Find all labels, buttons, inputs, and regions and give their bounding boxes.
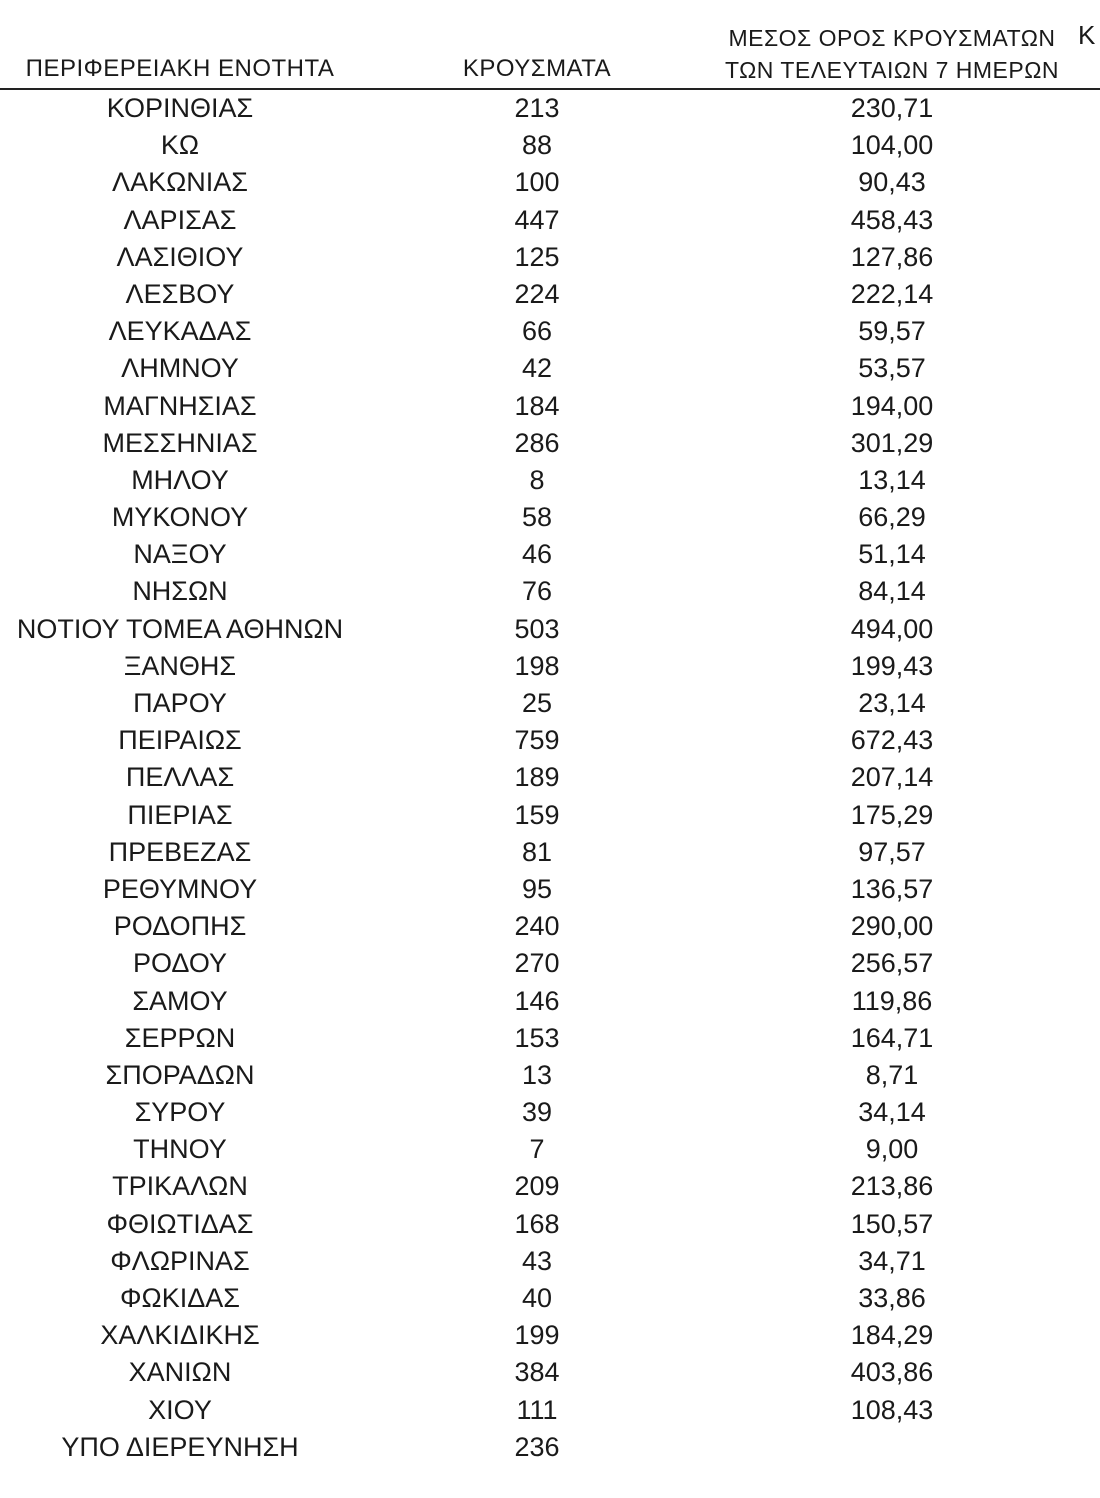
region-cell: ΛΑΡΙΣΑΣ: [123, 204, 237, 235]
table-row: [0, 1317, 1100, 1354]
region-cell: ΧΑΛΚΙΔΙΚΗΣ: [100, 1320, 260, 1351]
region-cell: ΦΘΙΩΤΙΔΑΣ: [106, 1208, 254, 1239]
avg-cell: 23,14: [858, 688, 926, 718]
table-row: [0, 239, 1100, 276]
region-cell: ΝΗΣΩΝ: [132, 576, 228, 607]
table-row: [0, 945, 1100, 982]
avg-cell: 207,14: [850, 762, 934, 793]
table-body: [0, 90, 1100, 1466]
region-cell: ΜΥΚΟΝΟΥ: [111, 502, 249, 533]
region-cell: ΠΕΙΡΑΙΩΣ: [118, 725, 242, 756]
region-cell: ΧΑΝΙΩΝ: [128, 1357, 232, 1388]
cases-cell: 209: [514, 1171, 560, 1202]
avg-cell: 59,57: [858, 316, 926, 347]
region-cell: ΦΩΚΙΔΑΣ: [120, 1283, 240, 1313]
cases-cell: 240: [514, 911, 560, 942]
table-row: [0, 648, 1100, 685]
table-row: [0, 871, 1100, 908]
cases-cell: 184: [514, 390, 560, 421]
table-row: [0, 1057, 1100, 1094]
cases-cell: 76: [521, 576, 553, 607]
avg-cell: 290,00: [850, 911, 934, 942]
region-cell: ΤΡΙΚΑΛΩΝ: [112, 1171, 248, 1202]
region-cell: ΠΑΡΟΥ: [133, 688, 227, 718]
table-row: [0, 797, 1100, 834]
cases-cell: 198: [514, 650, 560, 681]
cases-cell: 189: [514, 762, 560, 793]
avg-cell: 33,86: [858, 1283, 926, 1313]
table-row: [0, 983, 1100, 1020]
avg-cell: 34,71: [858, 1245, 926, 1276]
region-cell: ΣΥΡΟΥ: [134, 1097, 226, 1128]
avg-cell: 222,14: [850, 278, 934, 309]
region-cell: ΛΑΚΩΝΙΑΣ: [112, 167, 248, 198]
table-row: [0, 1131, 1100, 1168]
table-row: [0, 722, 1100, 759]
region-cell: ΣΠΟΡΑΔΩΝ: [105, 1059, 255, 1090]
avg-cell: 97,57: [858, 836, 926, 867]
table-row: [0, 1280, 1100, 1317]
avg-cell: 34,14: [858, 1097, 926, 1128]
cases-cell: 13: [521, 1059, 553, 1090]
avg-cell: 104,00: [850, 130, 934, 161]
table-row: [0, 1168, 1100, 1205]
cases-cell: 759: [514, 725, 560, 756]
table-row: [0, 1429, 1100, 1466]
region-cell: ΣΕΡΡΩΝ: [124, 1022, 236, 1053]
avg-cell: 8,71: [865, 1059, 919, 1090]
avg-cell: 150,57: [850, 1208, 934, 1239]
avg-cell: 175,29: [850, 799, 934, 830]
region-cell: ΛΕΥΚΑΔΑΣ: [108, 316, 252, 347]
avg-cell: 164,71: [850, 1022, 934, 1053]
avg-cell: 184,29: [850, 1320, 934, 1351]
region-cell: ΣΑΜΟΥ: [132, 985, 228, 1016]
region-cell: ΜΕΣΣΗΝΙΑΣ: [102, 427, 258, 458]
avg-cell: 672,43: [850, 725, 934, 756]
avg-cell: 66,29: [858, 502, 926, 533]
table-row: [0, 202, 1100, 239]
cases-cell: 81: [521, 836, 553, 867]
avg-cell: 108,43: [850, 1394, 934, 1425]
table-row: [0, 908, 1100, 945]
cases-cell: 111: [516, 1394, 558, 1425]
cases-cell: 39: [521, 1097, 553, 1128]
region-cell: ΛΕΣΒΟΥ: [125, 278, 235, 309]
table-row: [0, 164, 1100, 201]
region-cell: ΦΛΩΡΙΝΑΣ: [110, 1245, 250, 1276]
table-row: [0, 1206, 1100, 1243]
avg-cell: 199,43: [850, 650, 934, 681]
cases-cell: 7: [529, 1134, 545, 1165]
cases-cell: 43: [521, 1245, 553, 1276]
cases-cell: 146: [514, 985, 560, 1016]
cases-cell: 503: [514, 613, 560, 644]
table-row: [0, 685, 1100, 722]
avg-cell: 403,86: [850, 1357, 934, 1388]
region-cell: ΝΟΤΙΟΥ ΤΟΜΕΑ ΑΘΗΝΩΝ: [16, 613, 344, 644]
cases-cell: 213: [514, 93, 560, 123]
cases-cell: 100: [514, 167, 560, 198]
table-row: [0, 536, 1100, 573]
truncated-column-header: Κ: [1078, 20, 1096, 50]
region-cell: ΞΑΝΘΗΣ: [123, 650, 237, 681]
table-row: [0, 834, 1100, 871]
avg-cell: 9,00: [865, 1134, 919, 1165]
cases-cell: 58: [521, 502, 553, 533]
avg-cell: 136,57: [850, 873, 934, 904]
avg-header-line2: ΤΩΝ ΤΕΛΕΥΤΑΙΩΝ 7 ΗΜΕΡΩΝ: [724, 57, 1060, 83]
region-cell: ΥΠΟ ΔΙΕΡΕΥΝΗΣΗ: [61, 1431, 299, 1462]
cases-cell: 46: [521, 539, 553, 570]
table-row: [0, 1354, 1100, 1391]
avg-cell: 494,00: [850, 613, 934, 644]
cases-cell: 95: [521, 873, 553, 904]
table-row: [0, 313, 1100, 350]
table-header: [0, 0, 1100, 90]
cases-cell: 8: [529, 464, 545, 495]
cases-cell: 224: [514, 278, 560, 309]
region-cell: ΡΟΔΟΥ: [132, 948, 228, 979]
table-row: [0, 1243, 1100, 1280]
table-row: [0, 90, 1100, 127]
table-row: [0, 462, 1100, 499]
region-cell: ΠΕΛΛΑΣ: [125, 762, 235, 793]
region-cell: ΧΙΟΥ: [148, 1394, 212, 1425]
cases-cell: 153: [514, 1022, 560, 1053]
avg-cell: 127,86: [850, 241, 934, 272]
region-cell: ΜΑΓΝΗΣΙΑΣ: [103, 390, 257, 421]
cases-cell: 25: [521, 688, 553, 718]
cases-cell: 286: [514, 427, 560, 458]
avg-cell: 256,57: [850, 948, 934, 979]
avg-cell: 194,00: [850, 390, 934, 421]
avg-cell: 51,14: [858, 539, 926, 570]
avg-cell: 458,43: [850, 204, 934, 235]
avg-header-line1: ΜΕΣΟΣ ΟΡΟΣ ΚΡΟΥΣΜΑΤΩΝ: [728, 25, 1056, 51]
cases-cell: 88: [521, 130, 553, 161]
region-cell: ΤΗΝΟΥ: [133, 1134, 227, 1165]
region-cell: ΜΗΛΟΥ: [131, 464, 229, 495]
table-row: [0, 499, 1100, 536]
cases-cell: 159: [514, 799, 560, 830]
cases-cell: 125: [514, 241, 560, 272]
region-cell: ΚΩ: [160, 130, 200, 161]
avg-cell: 90,43: [858, 167, 926, 198]
table-row: [0, 388, 1100, 425]
avg-column-header: [700, 22, 1084, 86]
table-row: [0, 1020, 1100, 1057]
cases-cell: 199: [514, 1320, 560, 1351]
region-cell: ΛΗΜΝΟΥ: [121, 353, 239, 384]
table-row: [0, 350, 1100, 387]
cases-cell: 66: [521, 316, 553, 347]
avg-cell: 13,14: [858, 464, 926, 495]
avg-cell: 119,86: [851, 985, 933, 1016]
cases-cell: 40: [521, 1283, 553, 1313]
region-cell: ΠΡΕΒΕΖΑΣ: [108, 836, 252, 867]
cases-column-header: ΚΡΟΥΣΜΑΤΑ: [462, 55, 612, 82]
table-row: [0, 759, 1100, 796]
avg-cell: 301,29: [850, 427, 934, 458]
avg-cell: 230,71: [850, 93, 934, 123]
table-row: [0, 127, 1100, 164]
region-cell: ΡΕΘΥΜΝΟΥ: [102, 873, 258, 904]
cases-cell: 447: [514, 204, 560, 235]
region-column-header: ΠΕΡΙΦΕΡΕΙΑΚΗ ΕΝΟΤΗΤΑ: [25, 55, 335, 82]
table-row: [0, 611, 1100, 648]
region-cell: ΚΟΡΙΝΘΙΑΣ: [106, 93, 254, 123]
avg-cell: 84,14: [858, 576, 926, 607]
table-row: [0, 573, 1100, 610]
cases-cell: 42: [521, 353, 553, 384]
cases-cell: 236: [514, 1431, 560, 1462]
table-row: [0, 425, 1100, 462]
cases-cell: 384: [514, 1357, 560, 1388]
region-cell: ΠΙΕΡΙΑΣ: [127, 799, 233, 830]
table-row: [0, 1094, 1100, 1131]
table-row: [0, 276, 1100, 313]
avg-cell: 53,57: [858, 353, 926, 384]
region-cell: ΝΑΞΟΥ: [133, 539, 227, 570]
region-cell: ΛΑΣΙΘΙΟΥ: [116, 241, 244, 272]
avg-cell: 213,86: [850, 1171, 934, 1202]
region-cell: ΡΟΔΟΠΗΣ: [113, 911, 247, 942]
table-row: [0, 1392, 1100, 1429]
cases-cell: 168: [514, 1208, 560, 1239]
cases-cell: 270: [514, 948, 560, 979]
